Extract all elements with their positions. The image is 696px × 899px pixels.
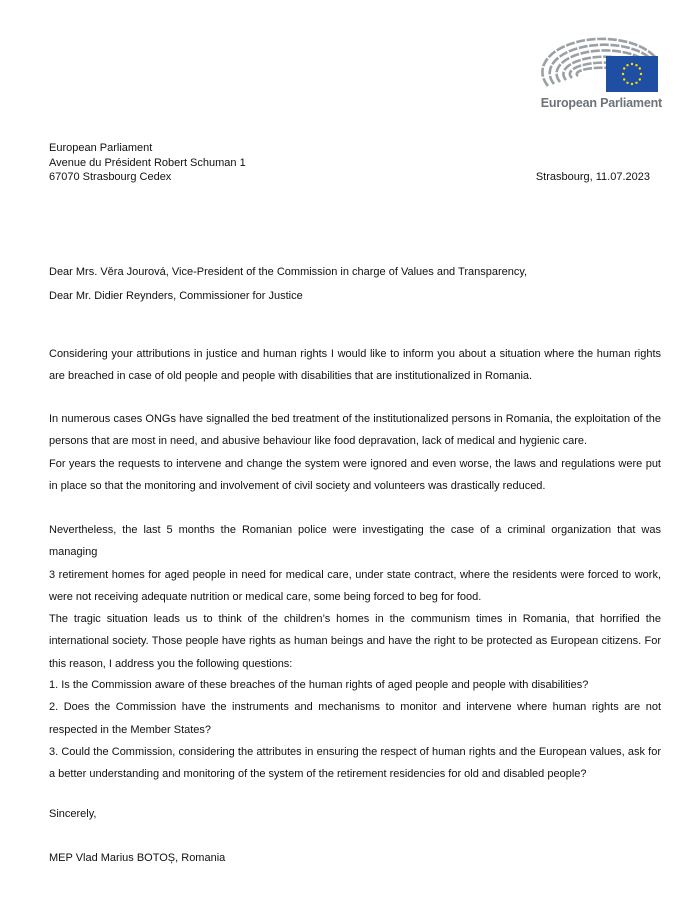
salutation-line: Dear Mr. Didier Reynders, Commissioner for Justice [49,290,303,302]
salutation-line: Dear Mrs. Věra Jourová, Vice-President of the Commission in charge of Values and Transparency, [49,266,528,278]
text-line: Considering your attributions in justice and human rights I would like to inform you about a situation where the human rights [49,348,661,360]
questions-list [49,674,661,785]
text-line: are breached in case of old people and people with disabilities that are institutionalized in Romania. [49,370,533,383]
european-parliament-logo [540,28,662,118]
text-line: this reason, I address you the following questions: [49,657,293,670]
text-line: In numerous cases ONGs have signalled the bed treatment of the institutionalized persons in Romania, the exploitation of the [49,413,661,425]
signature: MEP Vlad Marius BOTOȘ, Romania [49,852,226,864]
text-line: were not receiving adequate nutrition or medical care, some being forced to beg for food. [49,590,482,603]
address-line: European Parliament [49,142,153,154]
logo-wordmark: European Parliament [540,96,662,110]
eu-flag-icon [606,56,658,92]
address-line: Avenue du Président Robert Schuman 1 [49,156,246,169]
question-3-continued: a better understanding and monitoring of the system of the retirement residencies for old and disabled people? [49,768,587,781]
question-2: 2. Does the Commission have the instruments and mechanisms to monitor and intervene where human rights are not [49,701,661,714]
sender-address [49,141,246,185]
text-line: The tragic situation leads us to think of the children’s homes in the communism times in Romania, that horrified the [49,613,661,626]
text-line: in place so that the monitoring and involvement of civil society and volunteers was drastically reduced. [49,479,546,492]
question-3: 3. Could the Commission, considering the attributes in ensuring the respect of human rights and the European values, ask for [49,745,661,758]
question-2-continued: respected in the Member States? [49,723,212,736]
text-line: Nevertheless, the last 5 months the Romanian police were investigating the case of a criminal organization that was managing [49,524,661,559]
paragraph-ongs [49,408,661,497]
text-line: 3 retirement homes for aged people in need for medical care, under state contract, where the residents were forced to work, [49,568,661,581]
hemicycle-icon [540,28,662,94]
letter-date: Strasbourg, 11.07.2023 [535,171,650,183]
closing: Sincerely, [49,808,97,820]
text-line: For years the requests to intervene and change the system were ignored and even worse, the laws and regulations were put [49,457,661,470]
paragraph-intro [49,343,661,388]
text-line: international society. Those people have rights as human beings and have the right to be protected as European citizens. For [49,635,661,648]
paragraph-investigation [49,519,661,675]
question-1: 1. Is the Commission aware of these breaches of the human rights of aged people and people with disabilities? [49,679,589,691]
address-line: 67070 Strasbourg Cedex [49,171,172,183]
text-line: persons that are most in need, and abusive behaviour like food depravation, lack of medical and hygienic care. [49,435,588,448]
